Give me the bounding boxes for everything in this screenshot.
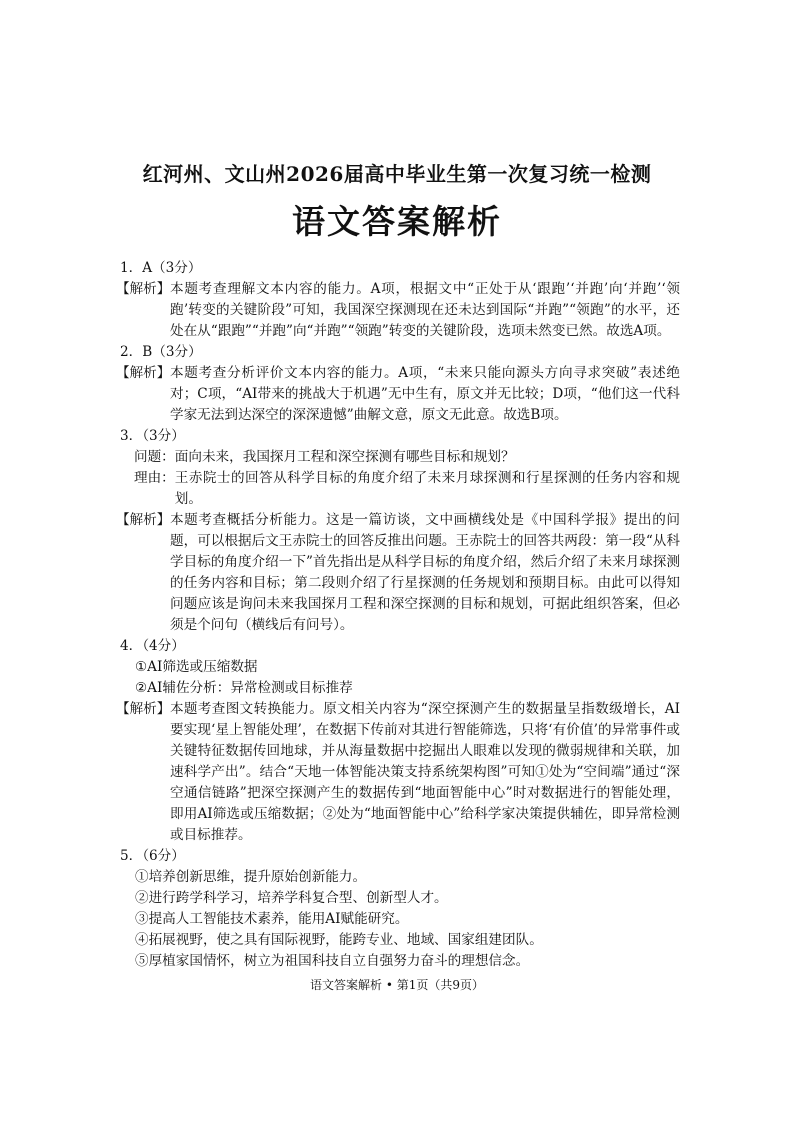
analysis-text: 本题考查图文转换能力。原文相关内容为“深空探测产生的数据量呈指数级增长，AI要实现‘星上智能处理’，在数据下传前对其进行智能筛选，只将‘有价值’的异常事件或关键特征数据传回地球，并从海量数据中挖掘出人眼难以发现的微弱规律和关联，加速科学产出”。结合“天地一体智能决策支持系统架构图”可知①处为“空间端”通过“深空通信链路”把深空探测产生的数据传到“地面智能中心”时对数据进行的智能处理，即用AI筛选或压缩数据；②处为“地面智能中心”给科学家决策提供辅佐，即异常检测或目标推荐。 [170, 701, 680, 843]
question-4-header: 4．（4分） [120, 638, 185, 654]
answer-item: ⑤厚植家国情怀，树立为祖国科技自立自强努力奋斗的理想信念。 [135, 953, 530, 969]
analysis-text: 本题考查概括分析能力。这是一篇访谈，文中画横线处是《中国科学报》提出的问题，可以根据后文王赤院士的回答反推出问题。王赤院士的回答共两段：第一段“从科学目标的角度介绍一下”首先指出是从科学目标的角度介绍，然后介绍了未来月球探测的任务内容和目标；第二段则介绍了行星探测的任务规划和预期目标。由此可以得知问题应该是询问未来我国探月工程和深空探测的目标和规划，可据此组织答案，但必须是个问句（横线后有问号）。 [170, 512, 680, 633]
exam-title: 红河州、文山州2026届高中毕业生第一次复习统一检测 [142, 162, 652, 186]
analysis-tag: 【解析】 [116, 281, 171, 297]
document-title: 语文答案解析 [292, 202, 502, 241]
question-4-analysis [116, 699, 680, 846]
analysis-text: 本题考查理解文本内容的能力。A项，根据文中“正处于从‘跟跑’‘并跑’向‘并跑’‘领跑’转变的关键阶段”可知，我国深空探测现在还未达到国际“并跑”“领跑”的水平，还处在从“跟跑”“并跑”向“并跑”“领跑”转变的关键阶段，选项未然变已然。故选A项。 [170, 281, 680, 339]
analysis-tag: 【解析】 [116, 365, 171, 381]
question-2-analysis [116, 363, 680, 426]
question-text: 面向未来，我国探月工程和深空探测有哪些目标和规划？ [174, 449, 515, 465]
answer-item: ②进行跨学科学习，培养学科复合型、创新型人才。 [135, 890, 448, 906]
answer-item: ③提高人工智能技术素养，能用AI赋能研究。 [135, 911, 409, 927]
reason-label: 理由： [134, 470, 175, 486]
answer-item: ④拓展视野，使之具有国际视野，能跨专业、地域、国家组建团队。 [135, 932, 543, 948]
analysis-text: 本题考查分析评价文本内容的能力。A项，“未来只能向源头方向寻求突破”表述绝对；C项，“AI带来的挑战大于机遇”无中生有，原文并无比较；D项，“他们这一代科学家无法到达深空的深深遗憾”曲解文意，原文无此意。故选B项。 [170, 365, 680, 423]
analysis-tag: 【解析】 [116, 512, 171, 528]
question-3-reason [120, 468, 680, 510]
page-footer: 语文答案解析 • 第1页（共9页） [310, 978, 484, 992]
question-3-analysis [116, 510, 680, 636]
answer-item: ②AI辅佐分析：异常检测或目标推荐 [135, 680, 353, 696]
question-1-analysis [116, 279, 680, 342]
question-1-header: 1．A（3分） [120, 260, 202, 276]
question-5-header: 5．（6分） [120, 848, 185, 864]
question-3-question [120, 447, 680, 468]
analysis-tag: 【解析】 [116, 701, 171, 717]
answer-content [116, 258, 680, 972]
question-2-header: 2．B（3分） [120, 344, 202, 360]
answer-item: ①AI筛选或压缩数据 [135, 659, 258, 675]
reason-text: 王赤院士的回答从科学目标的角度介绍了未来月球探测和行星探测的任务内容和规划。 [174, 470, 680, 507]
question-3-header: 3．（3分） [120, 428, 185, 444]
answer-item: ①培养创新思维，提升原始创新能力。 [135, 869, 367, 885]
question-label: 问题： [134, 449, 175, 465]
